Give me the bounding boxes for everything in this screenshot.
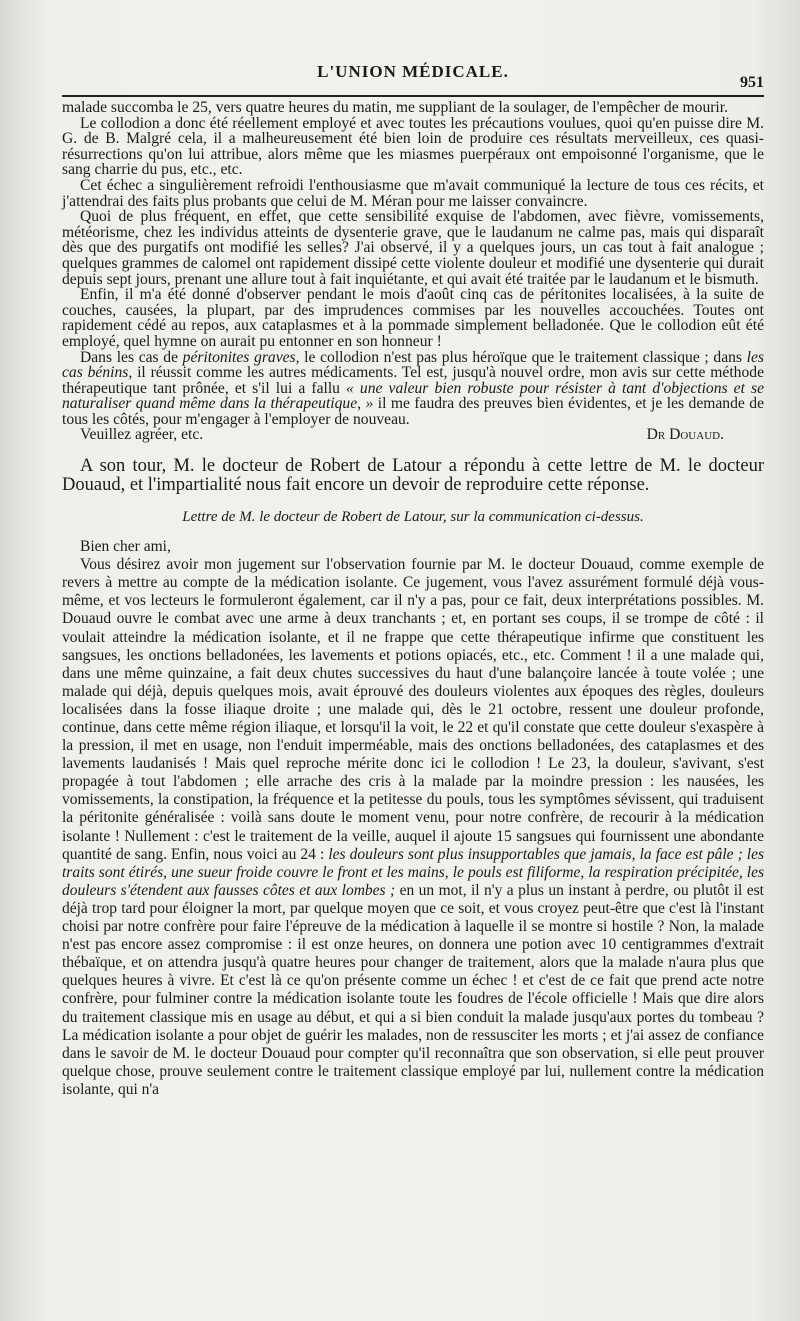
text-run: Dans les cas de	[80, 348, 183, 366]
letter-latour	[62, 538, 764, 1099]
paragraph	[62, 350, 764, 428]
closing-formula: Veuillez agréer, etc.	[80, 426, 204, 444]
page-number: 951	[740, 74, 764, 91]
letter-title: Lettre de M. le docteur de Robert de Latour, sur la communication ci-dessus.	[182, 509, 644, 526]
editorial-intro: A son tour, M. le docteur de Robert de Latour a répondu à cette lettre de M. le docteur Douaud, et l'impartialité nous fait encore un devoir de reproduire cette réponse.	[62, 456, 764, 496]
text-run: en un mot, il n'y a plus un instant à perdre, ou plutôt il est déjà trop tard pour éloigner la mort, par quelque moyen que ce soit, et vous croyez peut-être que c'est là l'instant choisi par notre confrère pour faire l'épreuve de la médication à laquelle il se montre si hostile ? Non, la malade n'est pas encore assez compromise : il est onze heures, on donnera une potion avec 10 centigrammes d'extrait thébaïque, et on attendra jusqu'à quatre heures pour changer de traitement, alors que la malade n'aura plus que quelques heures à vivre. Et c'est là ce qu'on présente comme un échec ! et c'est de ce fait que prend acte notre confrère, pour fulminer contre la médication isolante toute les foudres de l'école officielle ! Mais que dire alors du traitement classique mis en usage au début, et qui a si bien conduit la malade jusqu'aux portes du tombeau ? La médication isolante a pour objet de guérir les malades, non de ressusciter les morts ; et j'ai assez de confiance dans le savoir de M. le docteur Douaud pour compter qu'il reconnaîtra que son observation, si elle peut prouver quelque chose, prouve seulement contre le traitement classique employé par lui, nullement contre la médication isolante, qui n'a	[62, 881, 764, 1098]
paragraph: malade succomba le 25, vers quatre heures du matin, me suppliant de la soulager, de l'empêcher de mourir.	[62, 99, 728, 116]
paragraph: Cet échec a singulièrement refroidi l'enthousiasme que m'avait communiqué la lecture de tous ces récits, et j'attendrai des faits plus probants que celui de M. Méran pour me laisser convaincre.	[62, 176, 764, 210]
closing-row	[62, 427, 764, 443]
text-run: le collodion n'est pas plus héroïque que le traitement classique ; dans	[299, 348, 747, 366]
paragraph	[62, 556, 764, 1099]
italic-quote: « une valeur bien robuste pour résister à tant d'objections et se naturaliser quand même dans la thérapeutique, »	[62, 379, 764, 413]
text-run: il me faudra des preuves bien évidentes, et je les demande de tous les côtés, pour m'engager à l'employer de nouveau.	[62, 395, 764, 428]
paragraph: Enfin, il m'a été donné d'observer pendant le mois d'août cinq cas de péritonites localisées, à la suite de couches, causées, la plupart, par des imprudences commises par les nouvelles accouchées. Toutes ont rapidement cédé au repos, aux cataplasmes et à la pommade simplement belladonée. Que le collodion eût été employé, quel hymne on aurait pu entonner en son honneur !	[62, 286, 764, 350]
salutation: Bien cher ami,	[80, 538, 171, 556]
paragraph: Quoi de plus fréquent, en effet, que cette sensibilité exquise de l'abdomen, avec fièvre, vomissements, météorisme, chez les individus atteints de dysenterie grave, que le laudanum ne calme pas, mais qui disparaît dès que des purgatifs ont modifié les selles? J'ai observé, il y a quelques jours, un cas tout à fait analogue ; quelques grammes de calomel ont rapidement dissipé cette violente douleur et modifié une dysenterie qui durait depuis sept jours, prenant une allure tout à fait inquiétante, et qui avait été traitée par le laudanum et le bismuth.	[62, 208, 764, 288]
text-run: Vous désirez avoir mon jugement sur l'observation fournie par M. le docteur Douaud, comme exemple de revers à mettre au compte de la médication isolante. Ce jugement, vous l'avez assurément formulé déjà vous-même, et vos lecteurs le formuleront également, car il n'y a pas, pour ce fait, deux interprétations possibles. M. Douaud ouvre le combat avec une arme à deux tranchants ; et, en portant ses coups, il se trompe de côté : il voulait atteindre la médication isolante, et il ne frappe que cette thérapeutique infirme que constituent les sangsues, les onctions belladonées, les lavements et potions opiacés, etc., etc. Comment ! il a une malade qui, dans une même quinzaine, a fait deux chutes successives du haut d'une balançoire lancée à toute volée ; une malade qui déjà, depuis quelques mois, avait éprouvé des douleurs violentes aux époques des règles, douleurs localisées dans la fosse iliaque droite ; une malade qui, dès le 21 octobre, ressent une douleur profonde, continue, dans cette même région iliaque, et lorsqu'il la voit, le 22 et qu'il constate que cette douleur s'exaspère à la pression, il met en usage, non l'enduit imperméable, mais des onctions belladonées, des cataplasmes et des lavements laudanisés ! Mais quel reproche mérite donc ici le collodion ! Le 23, la douleur, s'avivant, s'est propagée à tout l'abdomen ; elle arrache des cris à la malade par la moindre pression : les nausées, les vomissements, la constipation, la fréquence et la petitesse du pouls, tous les symptômes sévissent, qui traduisent la péritonite généralisée : voilà sans doute le moment venu, pour notre confrère, de recourir à la médication isolante ! Nullement : c'est le traitement de la veille, auquel il ajoute 15 sangsues qui fournissent une abondante quantité de sang. Enfin, nous voici au 24 :	[62, 556, 764, 863]
running-header	[62, 60, 764, 90]
italic-run: les douleurs sont plus insupportables que jamais, la face est pâle ; les traits sont étirés, une sueur froide couvre le front et les mains, le pouls est filiforme, la respiration précipitée, les douleurs s'étendent aux fausses côtes et aux lombes ;	[62, 845, 764, 899]
letter-douaud-continuation	[62, 100, 764, 443]
signature: Dr Douaud.	[646, 426, 724, 444]
italic-run: péritonites graves,	[182, 348, 300, 366]
text-run: il réussit comme les autres médicaments. Tel est, jusqu'à nouvel ordre, mon avis sur cette méthode thérapeutique tant prônée, et s'il lui a fallu	[62, 364, 764, 397]
paragraph: Le collodion a donc été réellement employé et avec toutes les précautions voulues, quoi qu'en puisse dire M. G. de B. Malgré cela, il a malheureusement été bien loin de produire ces résultats merveilleux, ces quasi-résurrections qu'on lui attribue, alors même que les miasmes puerpéraux ont empoisonné l'organisme, que le sang charrie du pus, etc., etc.	[62, 114, 764, 179]
header-rule	[62, 95, 764, 97]
italic-run: les cas bénins,	[62, 348, 764, 382]
page-body	[62, 100, 764, 1099]
journal-title: L'UNION MÉDICALE.	[317, 62, 509, 81]
